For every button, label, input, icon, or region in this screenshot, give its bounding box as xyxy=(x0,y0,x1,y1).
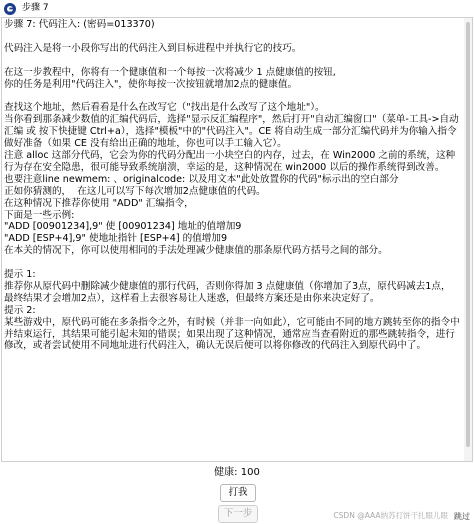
watermark-text: CSDN @AAA纳苏打饼干扎眼儿眼 xyxy=(333,511,448,520)
hit-me-button[interactable]: 打我 xyxy=(220,484,256,502)
scrollbar-thumb[interactable] xyxy=(466,22,470,447)
skip-link[interactable]: 跳过 xyxy=(454,512,470,521)
tutorial-text-area[interactable] xyxy=(1,17,473,462)
health-label: 健康: 100 xyxy=(214,467,260,478)
cheat-engine-icon xyxy=(4,3,16,15)
vertical-scrollbar[interactable] xyxy=(464,18,472,461)
title-bar xyxy=(0,0,474,18)
tutorial-text: 步骤 7: 代码注入: (密码=013370) 代码注入是将一小段你写出的代码注入到目标进程中并执行它的技巧。 在这一步教程中，你将有一个健康值和一个每按一次将减少 1 点健康值的按钮, 你的任务是利用"代码注入"，使你每按一次按钮就增加2点的健康值。 查找这个地址，然后看看是什么在改写它（"找出是什么改写了这个地址"）。 当你看到那条减少数值的汇编代码后，选择"显示反汇编程序"，然后打开"自动汇编窗口"（菜单-工具->自动汇编 或 按下快捷键 Ctrl+a），选择"模板"中的"代码注入"。CE 将自动生成一部分汇编代码并为你输入指令做好准备（如果 CE 没有给出正确的地址，你也可以手工输入它）。 注意 alloc 这部分代码，它会为你的代码分配出一小块空白的内存，过去，在 Win2000 之前的系统，这种行为存在安全隐患，很可能导致系统崩溃，幸运的是，这种情况在 win2000 以后的操作系统得到改善。 也要注意line newmem: 、originalcode: 以及用文本"此处放置你的代码"标示出的空白部分 正如你猜测的， 在这儿可以写下每次增加2点健康值的代码。 在这种情况下推荐你使用 "ADD" 汇编指令， 下面是一些示例: "ADD [00901234],9" 使 [00901234] 地址的值增加9 "ADD [ESP+4],9" 使地址指针 [ESP+4] 的值增加9 在本关的情况下，你可以使用相同的手法处理减少健康值的那条原代码方括号之间的部分。 提示 1: 推荐你从原代码中删除减少健康值的那行代码，否则你得加 3 点健康值（你增加了3点，原代码减去1点，最终结果才会增加2点），这样看上去很容易让人迷惑，但最终方案还是由你来决定好了。 提示 2: 某些游戏中，原代码可能在多条指令之外，有时候（并非一向如此），它可能由不同的地方跳转至你的指令中并结束运行，其结果可能引起未知的错误；如果出现了这种情况，通常应当查看附近的那些跳转指令，进行修改，或者尝试使用不同地址进行代码注入，确认无误后便可以将你修改的代码注入到原代码中了。 xyxy=(4,19,460,352)
next-button[interactable]: 下一步 xyxy=(218,505,258,523)
window-title: 步骤 7 xyxy=(22,3,49,13)
